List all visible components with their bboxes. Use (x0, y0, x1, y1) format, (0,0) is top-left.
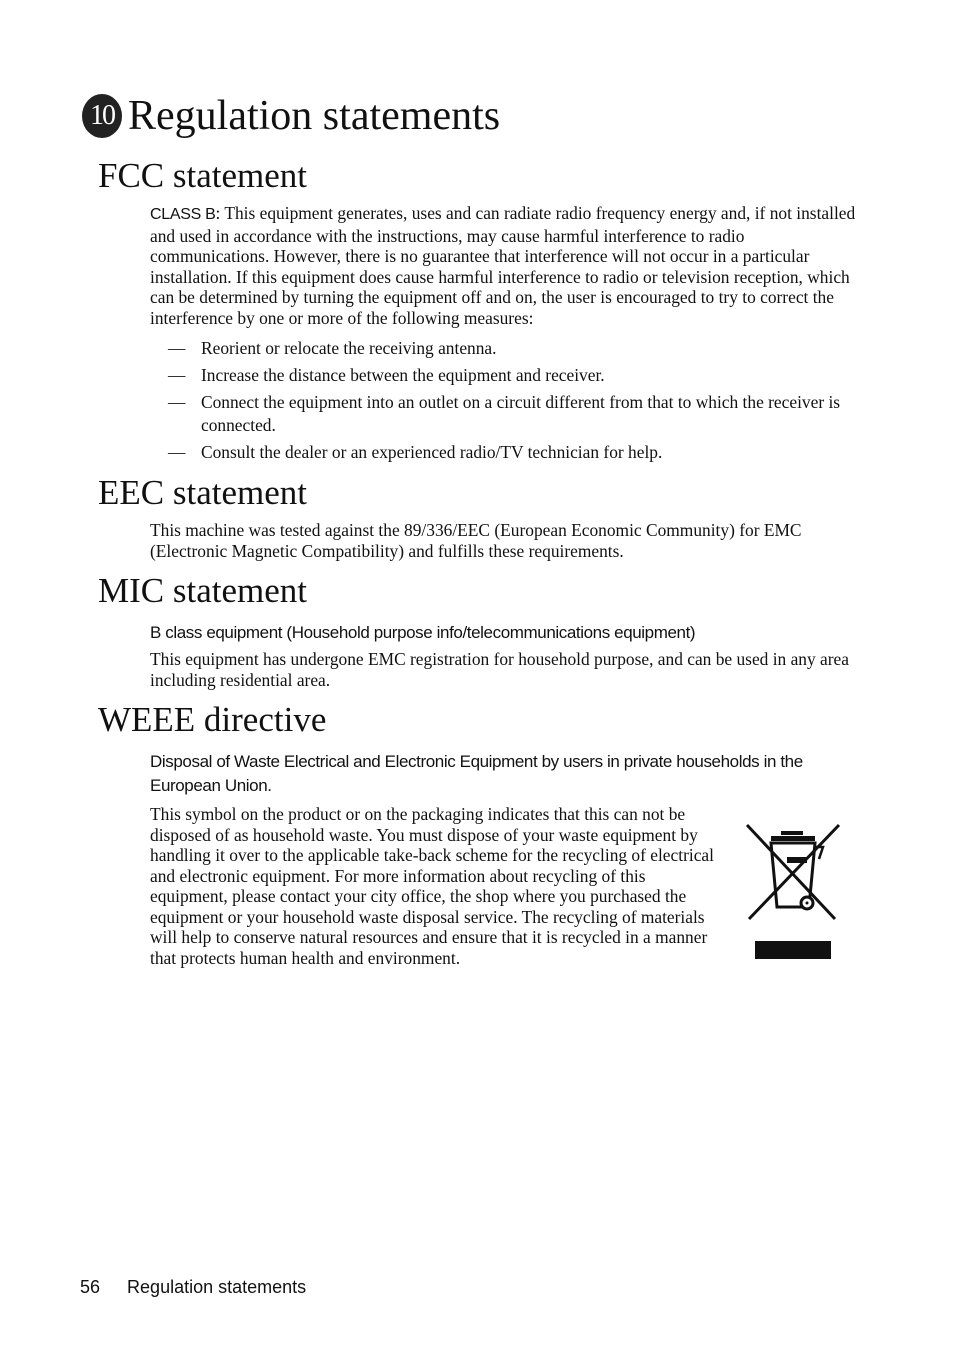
eec-heading: EEC statement (98, 473, 307, 512)
page-number: 56 (80, 1277, 101, 1297)
fcc-paragraph (150, 203, 856, 328)
eec-body: This machine was tested against the 89/336/EEC (European Economic Community) for EMC (Electronic Magnetic Compatibility) and fulfills these requirements. (150, 520, 802, 561)
dash-marker: — (168, 441, 186, 462)
weee-heading: WEEE directive (98, 700, 327, 739)
dash-marker: — (168, 338, 186, 358)
chapter-header (82, 92, 500, 140)
chapter-title: Regulation statements (128, 93, 501, 139)
measure-text: Connect the equipment into an outlet on a circuit different from that to which the receiver is connected. (201, 392, 841, 435)
mic-heading: MIC statement (98, 571, 307, 610)
crossed-out-wheelie-bin-icon (745, 823, 841, 963)
dash-marker: — (168, 365, 186, 385)
footer-section-title: Regulation statements (127, 1277, 307, 1297)
dash-marker: — (168, 392, 186, 412)
measure-text: Reorient or relocate the receiving antenna. (201, 338, 497, 358)
measure-text: Consult the dealer or an experienced radio/TV technician for help. (201, 441, 663, 462)
mic-body: This equipment has undergone EMC registration for household purpose, and can be used in any area including residential area. (150, 649, 849, 690)
page-footer (80, 1277, 306, 1298)
chapter-number-badge: 10 (82, 94, 122, 138)
fcc-measures-list (168, 337, 858, 468)
fcc-body: : This equipment generates, uses and can radiate radio frequency energy and, if not installed and used in accordance with the instructions, may cause harmful interference to radio communications. However, there is no guarantee that interference will not occur in a particular installation. If this equipment does cause harmful interference to radio or television reception, which can be determined by turning the equipment off and on, the user is encouraged to try to correct the interference by one or more of the following measures: (150, 203, 856, 328)
measure-text: Increase the distance between the equipment and receiver. (201, 365, 605, 385)
list-item (168, 337, 858, 360)
list-item (168, 364, 858, 387)
weee-subheading: Disposal of Waste Electrical and Electronic Equipment by users in private households in the European Union. (150, 752, 803, 795)
fcc-class-label: CLASS B (150, 206, 216, 223)
weee-body: This symbol on the product or on the packaging indicates that this can not be disposed of as household waste. You must dispose of your waste equipment by handling it over to the applicable take-back scheme for the recycling of electrical and electronic equipment. For more information about recycling of this equipment, please contact your city office, the shop where you purchased the equipment or your household waste disposal service. The recycling of materials will help to conserve natural resources and ensure that it is recycled in a manner that protects human health and environment. (150, 804, 714, 968)
mic-subheading: B class equipment (Household purpose info/telecommunications equipment) (150, 623, 696, 642)
fcc-heading: FCC statement (98, 156, 308, 195)
list-item (168, 441, 858, 464)
list-item (168, 391, 858, 436)
